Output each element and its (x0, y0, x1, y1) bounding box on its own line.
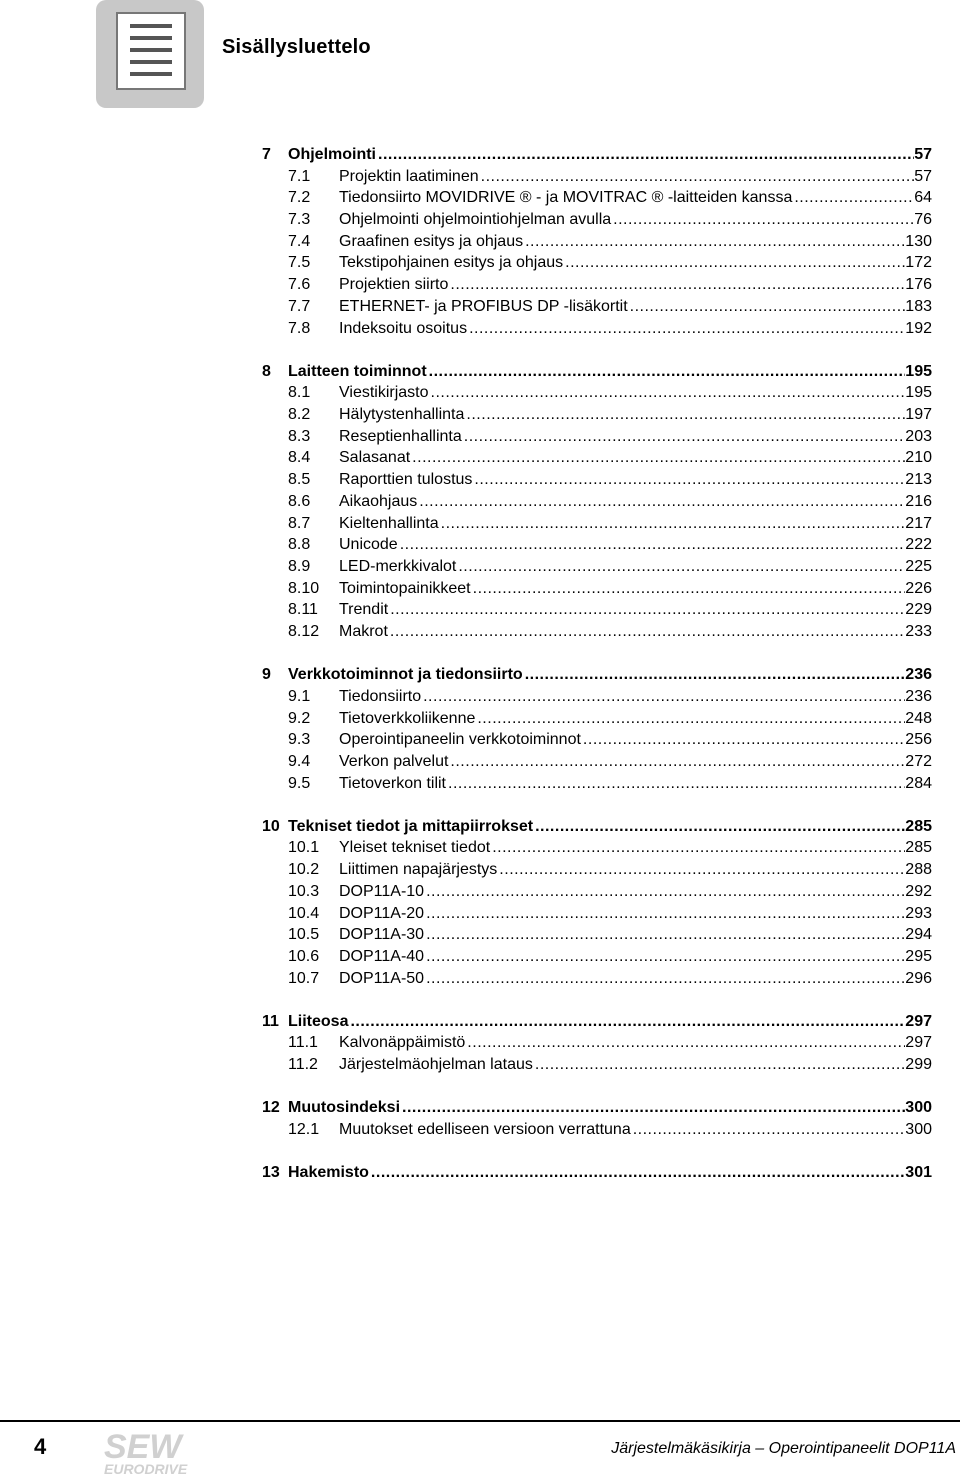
toc-dot-leader (490, 837, 905, 859)
toc-chapter-entry[interactable] (262, 1162, 932, 1184)
toc-entry-title: LED-merkkivalot (339, 557, 457, 575)
toc-dot-leader (479, 166, 915, 188)
toc-entry-page: 292 (905, 882, 932, 900)
toc-entry-page: 183 (905, 297, 932, 315)
toc-entry-page: 57 (914, 167, 932, 185)
toc-entry-number: 10.4 (288, 904, 320, 922)
toc-entry-title: Viestikirjasto (339, 384, 429, 402)
toc-section-entry[interactable] (262, 946, 932, 968)
toc-entry-number: 10.3 (288, 882, 320, 900)
document-list-icon (116, 12, 186, 90)
toc-dot-leader (388, 621, 905, 643)
toc-dot-leader (471, 578, 906, 600)
page-number: 4 (34, 1434, 47, 1459)
toc-entry-page: 236 (905, 687, 932, 705)
toc-section-entry[interactable] (262, 751, 932, 773)
toc-entry-number: 11.2 (288, 1056, 318, 1074)
toc-section-entry[interactable] (262, 513, 932, 535)
logo-eurodrive-text: EURODRIVE (104, 1461, 188, 1476)
toc-section-entry[interactable] (262, 924, 932, 946)
logo-sew-text: SEW (104, 1428, 182, 1466)
toc-entry-title: Toimintopainikkeet (339, 579, 471, 597)
toc-entry-number: 8.11 (288, 601, 318, 619)
toc-entry-number: 9 (262, 666, 271, 684)
toc-dot-leader (533, 1054, 905, 1076)
toc-entry-title: Tietoverkon tilit (339, 774, 446, 792)
toc-entry-page: 297 (905, 1034, 932, 1052)
toc-dot-leader (475, 708, 905, 730)
toc-entry-page: 57 (914, 146, 932, 163)
toc-entry-title: DOP11A-30 (339, 926, 425, 944)
toc-entry-page: 293 (905, 904, 932, 922)
toc-chapter-entry[interactable] (262, 361, 932, 383)
toc-entry-title: Makrot (339, 622, 388, 640)
toc-entry-title: Graafinen esitys ja ohjaus (339, 232, 524, 250)
toc-entry-title: Kieltenhallinta (339, 514, 439, 532)
toc-dot-leader (417, 491, 905, 513)
toc-entry-page: 130 (905, 232, 932, 250)
toc-entry-page: 236 (905, 666, 932, 684)
toc-entry-number: 7.3 (288, 211, 311, 229)
toc-entry-title: Laitteen toiminnot (288, 362, 427, 380)
toc-section-entry[interactable] (262, 708, 932, 730)
toc-entry-number: 8 (262, 362, 271, 380)
toc-dot-leader (421, 686, 905, 708)
toc-entry-page: 288 (905, 861, 932, 879)
toc-entry-number: 10.7 (288, 969, 320, 987)
toc-entry-title: Verkkotoiminnot ja tiedonsiirto (288, 666, 523, 684)
toc-section-entry[interactable] (262, 296, 932, 318)
toc-dot-leader (464, 404, 905, 426)
toc-entry-title: DOP11A-10 (339, 882, 425, 900)
toc-entry-number: 8.8 (288, 536, 311, 554)
toc-entry-title: Projektien siirto (339, 276, 449, 294)
toc-entry-title: Tiedonsiirto MOVIDRIVE ® - ja MOVITRAC ® -laitteiden kanssa (339, 189, 793, 207)
toc-entry-title: Tekniset tiedot ja mittapiirrokset (288, 817, 534, 835)
toc-entry-title: Ohjelmointi ohjelmointiohjelman avulla (339, 211, 612, 229)
toc-dot-leader (523, 231, 905, 253)
toc-entry-number: 8.3 (288, 427, 311, 445)
toc-chapter-entry[interactable] (262, 816, 932, 838)
toc-entry-number: 7 (262, 146, 271, 163)
toc-entry-page: 195 (905, 384, 932, 402)
toc-entry-number: 7.2 (288, 189, 311, 207)
toc-entry-page: 203 (905, 427, 932, 445)
toc-section-entry[interactable] (262, 382, 932, 404)
toc-section-entry[interactable] (262, 274, 932, 296)
toc-entry-title: Unicode (339, 536, 398, 554)
toc-section-entry[interactable] (262, 1032, 932, 1054)
toc-dot-leader (429, 382, 906, 404)
footer-rule (0, 1420, 960, 1422)
toc-dot-leader (628, 296, 906, 318)
toc-entry-title: DOP11A-20 (339, 904, 425, 922)
toc-dot-leader (424, 924, 905, 946)
toc-entry-page: 285 (905, 817, 932, 835)
toc-entry-number: 11 (262, 1012, 279, 1030)
toc-dot-leader (456, 556, 905, 578)
toc-entry-page: 284 (905, 774, 932, 792)
toc-entry-number: 7.7 (288, 297, 311, 315)
toc-entry-page: 176 (905, 276, 932, 294)
toc-entry-page: 229 (905, 601, 932, 619)
toc-section-entry[interactable] (262, 686, 932, 708)
toc-dot-leader (424, 968, 905, 990)
toc-chapter-entry[interactable] (262, 144, 932, 166)
toc-entry-title: Projektin laatiminen (339, 167, 479, 185)
toc-entry-page: 295 (905, 947, 932, 965)
toc-entry-title: Yleiset tekniset tiedot (339, 839, 491, 857)
table-of-contents (262, 144, 932, 1184)
toc-dot-leader (376, 144, 914, 166)
toc-section-entry[interactable] (262, 166, 932, 188)
toc-entry-number: 8.12 (288, 622, 320, 640)
toc-dot-leader (497, 859, 905, 881)
toc-entry-title: Hakemisto (288, 1164, 369, 1182)
toc-dot-leader (424, 881, 905, 903)
toc-entry-number: 9.1 (288, 687, 311, 705)
toc-section-entry[interactable] (262, 1119, 932, 1141)
toc-section-entry[interactable] (262, 621, 932, 643)
toc-dot-leader (439, 513, 906, 535)
toc-entry-page: 216 (905, 492, 932, 510)
toc-section-entry[interactable] (262, 578, 932, 600)
toc-entry-number: 7.8 (288, 319, 311, 337)
toc-entry-page: 213 (905, 471, 932, 489)
toc-entry-page: 64 (914, 189, 932, 207)
toc-dot-leader (398, 534, 906, 556)
toc-entry-title: Reseptienhallinta (339, 427, 462, 445)
toc-section-entry[interactable] (262, 469, 932, 491)
toc-entry-title: Raporttien tulostus (339, 471, 473, 489)
toc-entry-title: Trendit (339, 601, 389, 619)
toc-dot-leader (427, 361, 906, 383)
toc-chapter-entry[interactable] (262, 1097, 932, 1119)
toc-entry-page: 296 (905, 969, 932, 987)
toc-entry-number: 9.5 (288, 774, 311, 792)
toc-entry-title: Tietoverkkoliikenne (339, 709, 476, 727)
toc-section-entry[interactable] (262, 209, 932, 231)
toc-entry-title: Ohjelmointi (288, 146, 376, 163)
toc-dot-leader (472, 469, 905, 491)
toc-section-entry[interactable] (262, 599, 932, 621)
toc-dot-leader (348, 1011, 905, 1033)
toc-entry-number: 9.3 (288, 731, 311, 749)
toc-dot-leader (792, 187, 914, 209)
toc-entry-page: 256 (905, 731, 932, 749)
toc-entry-number: 8.1 (288, 384, 311, 402)
toc-section-entry[interactable] (262, 968, 932, 990)
toc-section-entry[interactable] (262, 447, 932, 469)
toc-entry-number: 7.6 (288, 276, 311, 294)
toc-dot-leader (523, 664, 906, 686)
toc-entry-number: 8.4 (288, 449, 311, 467)
toc-section-entry[interactable] (262, 837, 932, 859)
toc-entry-title: Liiteosa (288, 1012, 349, 1030)
toc-section-entry[interactable] (262, 404, 932, 426)
toc-entry-number: 8.6 (288, 492, 311, 510)
toc-dot-leader (446, 773, 905, 795)
toc-entry-number: 8.10 (288, 579, 320, 597)
toc-entry-number: 10.6 (288, 947, 320, 965)
toc-section-entry[interactable] (262, 491, 932, 513)
toc-section-entry[interactable] (262, 1054, 932, 1076)
toc-dot-leader (410, 447, 905, 469)
toc-dot-leader (465, 1032, 905, 1054)
toc-entry-title: Liittimen napajärjestys (339, 861, 498, 879)
toc-entry-page: 233 (905, 622, 932, 640)
toc-entry-title: Hälytystenhallinta (339, 406, 465, 424)
toc-entry-number: 12 (262, 1099, 280, 1117)
toc-entry-title: Verkon palvelut (339, 752, 449, 770)
toc-dot-leader (424, 903, 905, 925)
toc-entry-page: 285 (905, 839, 932, 857)
toc-dot-leader (581, 729, 905, 751)
toc-entry-page: 192 (905, 319, 932, 337)
toc-entry-number: 10.5 (288, 926, 320, 944)
toc-entry-title: Operointipaneelin verkkotoiminnot (339, 731, 581, 749)
toc-section-entry[interactable] (262, 534, 932, 556)
toc-entry-page: 210 (905, 449, 932, 467)
toc-dot-leader (631, 1119, 906, 1141)
toc-entry-page: 299 (905, 1056, 932, 1074)
toc-entry-title: Muutosindeksi (288, 1099, 401, 1117)
toc-entry-page: 300 (905, 1121, 932, 1138)
sew-eurodrive-logo (100, 1428, 210, 1476)
toc-section-entry[interactable] (262, 318, 932, 340)
toc-entry-title: Salasanat (339, 449, 411, 467)
toc-section-entry[interactable] (262, 187, 932, 209)
toc-entry-page: 197 (905, 406, 932, 424)
toc-entry-page: 301 (905, 1164, 932, 1182)
toc-section-entry[interactable] (262, 556, 932, 578)
toc-entry-page: 172 (905, 254, 932, 272)
toc-entry-title: Tiedonsiirto (339, 687, 422, 705)
toc-entry-page: 300 (905, 1099, 932, 1117)
toc-entry-number: 8.7 (288, 514, 311, 532)
toc-dot-leader (462, 426, 906, 448)
toc-entry-number: 8.9 (288, 557, 311, 575)
toc-dot-leader (388, 599, 905, 621)
toc-entry-title: DOP11A-50 (339, 969, 425, 987)
toc-section-entry[interactable] (262, 729, 932, 751)
toc-entry-title: ETHERNET- ja PROFIBUS DP -lisäkortit (339, 297, 628, 315)
toc-dot-leader (369, 1162, 905, 1184)
toc-dot-leader (400, 1097, 905, 1119)
toc-entry-number: 7.1 (288, 167, 311, 185)
toc-entry-number: 9.4 (288, 752, 311, 770)
toc-entry-page: 195 (905, 362, 932, 380)
toc-dot-leader (563, 252, 905, 274)
toc-entry-number: 7.4 (288, 232, 311, 250)
page-title: Sisällysluettelo (222, 36, 371, 58)
toc-chapter-entry[interactable] (262, 1011, 932, 1033)
toc-entry-number: 12.1 (288, 1121, 320, 1138)
toc-section-entry[interactable] (262, 881, 932, 903)
toc-entry-page: 294 (905, 926, 932, 944)
toc-entry-number: 8.2 (288, 406, 311, 424)
toc-section-entry[interactable] (262, 231, 932, 253)
toc-dot-leader (467, 318, 905, 340)
toc-dot-leader (424, 946, 905, 968)
toc-entry-number: 13 (262, 1164, 280, 1182)
toc-entry-title: Indeksoitu osoitus (339, 319, 468, 337)
toc-entry-page: 272 (905, 752, 932, 770)
toc-section-entry[interactable] (262, 773, 932, 795)
toc-entry-title: Muutokset edelliseen versioon verrattuna (339, 1121, 631, 1138)
toc-entry-page: 226 (905, 579, 932, 597)
toc-entry-title: Aikaohjaus (339, 492, 418, 510)
toc-dot-leader (533, 816, 905, 838)
toc-entry-title: Tekstipohjainen esitys ja ohjaus (339, 254, 564, 272)
toc-entry-number: 10 (262, 817, 280, 835)
toc-dot-leader (448, 274, 905, 296)
toc-entry-number: 9.2 (288, 709, 311, 727)
toc-dot-leader (448, 751, 905, 773)
toc-entry-title: Kalvonäppäimistö (339, 1034, 466, 1052)
toc-entry-page: 217 (905, 514, 932, 532)
toc-entry-number: 7.5 (288, 254, 311, 272)
toc-entry-title: Järjestelmäohjelman lataus (339, 1056, 533, 1074)
toc-entry-page: 76 (914, 211, 932, 229)
toc-entry-number: 8.5 (288, 471, 311, 489)
toc-entry-page: 222 (905, 536, 932, 554)
toc-section-entry[interactable] (262, 903, 932, 925)
toc-entry-page: 225 (905, 557, 932, 575)
toc-entry-number: 10.2 (288, 861, 320, 879)
toc-section-entry[interactable] (262, 859, 932, 881)
toc-dot-leader (611, 209, 914, 231)
toc-entry-number: 11.1 (288, 1034, 318, 1052)
toc-section-entry[interactable] (262, 426, 932, 448)
toc-entry-number: 10.1 (288, 839, 320, 857)
toc-entry-page: 248 (905, 709, 932, 727)
toc-section-entry[interactable] (262, 252, 932, 274)
toc-chapter-entry[interactable] (262, 664, 932, 686)
toc-entry-page: 297 (905, 1012, 932, 1030)
document-title: Järjestelmäkäsikirja – Operointipaneelit DOP11A (611, 1440, 956, 1457)
toc-entry-title: DOP11A-40 (339, 947, 425, 965)
